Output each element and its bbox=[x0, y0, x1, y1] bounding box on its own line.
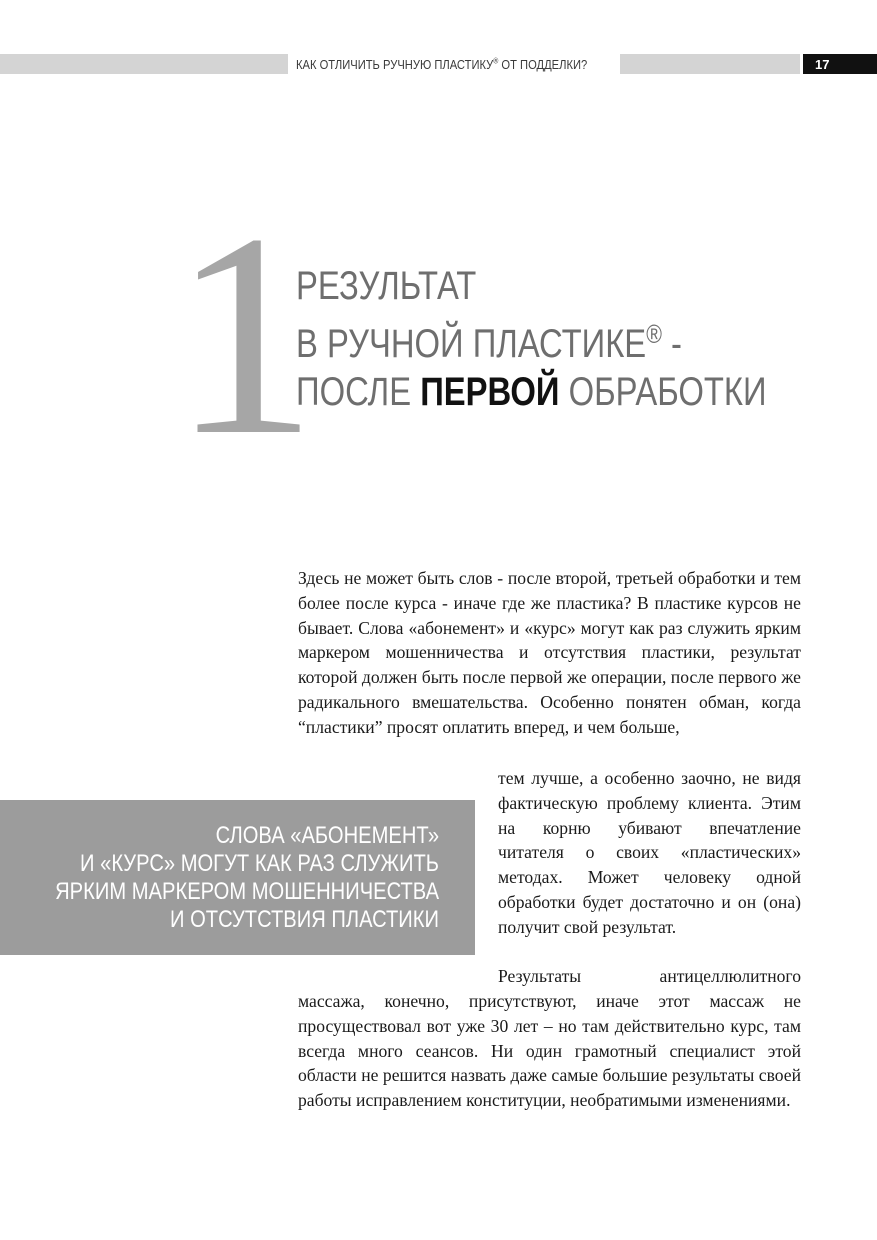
pull-quote-box bbox=[0, 800, 475, 955]
pull-quote-text bbox=[55, 822, 439, 934]
chapter-title bbox=[296, 262, 767, 416]
registered-mark: ® bbox=[646, 319, 662, 349]
running-header-title: КАК ОТЛИЧИТЬ РУЧНУЮ ПЛАСТИКУ® ОТ ПОДДЕЛКИ? bbox=[296, 56, 588, 72]
chapter-number: 1 bbox=[172, 174, 317, 495]
body-paragraph-top: Здесь не может быть слов - после второй, третьей обработки и тем более после курса - иначе где же пластика? В пластике курсов не бывает. Слова «абонемент» и «курс» могут как раз служить ярким маркером мошенничества и отсутствия пластики, результат которой должен быть после первой же операции, после первого же радикального вмешательства. Особенно понятен обман, когда “пластики” просят оплатить вперед, и чем больше, bbox=[298, 568, 801, 737]
header-bar-left bbox=[0, 54, 288, 74]
pull-quote-line-2: И «КУРС» МОГУТ КАК РАЗ СЛУЖИТЬ bbox=[80, 850, 439, 877]
body-paragraph-side: тем лучше, а особенно заочно, не видя фактическую проблему клиента. Этим на корню убивают впечатление читателя о своих «пластических» методах. Может человеку одной обработки будет достаточно и он (она) получит свой результат. bbox=[498, 768, 801, 937]
chapter-title-line-1: РЕЗУЛЬТАТ bbox=[296, 264, 477, 308]
body-paragraph-bottom: массажа, конечно, присутствуют, иначе этот массаж не просуществовал вот уже 30 лет – но там действительно курс, там всегда много сеансов. Ни один грамотный специалист этой области не решится назвать даже самые большие результаты своей работы исправлением конституции, необратимыми изменениями. bbox=[298, 991, 801, 1111]
chapter-title-line-3: ПОСЛЕ ПЕРВОЙ ОБРАБОТКИ bbox=[296, 370, 767, 414]
chapter-title-line-2: В РУЧНОЙ ПЛАСТИКЕ® - bbox=[296, 319, 682, 366]
pull-quote-line-4: И ОТСУТСТВИЯ ПЛАСТИКИ bbox=[169, 906, 439, 933]
header-bar-right bbox=[620, 54, 800, 74]
pull-quote-line-3: ЯРКИМ МАРКЕРОМ МОШЕННИЧЕСТВА bbox=[55, 878, 439, 905]
chapter-title-emphasis: ПЕРВОЙ bbox=[420, 370, 560, 414]
page-number: 17 bbox=[803, 54, 877, 74]
pull-quote-line-1: СЛОВА «АБОНЕМЕНТ» bbox=[215, 822, 439, 849]
body-paragraph-lead: Результаты антицеллюлитного bbox=[498, 966, 801, 986]
